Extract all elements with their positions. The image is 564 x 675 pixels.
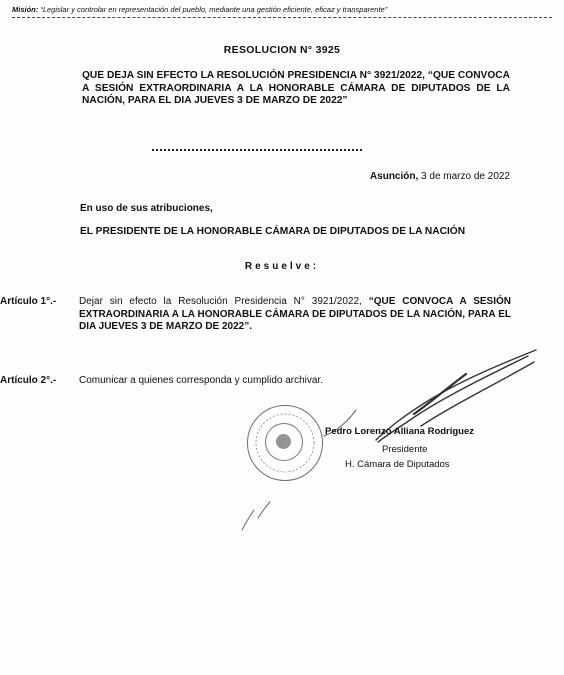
article-1-label: Artículo 1°.- [0, 296, 57, 307]
signatory-institution: H. Cámara de Diputados [345, 459, 450, 470]
date-line [370, 171, 510, 182]
article-2-label: Artículo 2°.- [0, 375, 57, 386]
resuelve-heading: Resuelve: [244, 261, 320, 272]
intro-text: En uso de sus atribuciones, [80, 203, 213, 214]
dotted-separator [152, 145, 362, 151]
date-value: 3 de marzo de 2022 [421, 171, 510, 182]
resolution-title: RESOLUCION N° 3925 [223, 44, 341, 56]
mission-statement [12, 5, 552, 18]
mission-label: Misión: [12, 5, 39, 14]
signatory-role: Presidente [382, 444, 428, 455]
article-2-body: Comunicar a quienes corresponda y cumplido archivar. [79, 375, 324, 386]
date-place: Asunción, [369, 171, 419, 182]
resolution-subject: QUE DEJA SIN EFECTO LA RESOLUCIÓN PRESIDENCIA N° 3921/2022, “QUE CONVOCA A SESIÓN EXTRAORDINARIA A LA HONORABLE CÁMARA DE DIPUTADOS DE LA NACIÓN, PARA EL DIA JUEVES 3 DE MARZO DE 2022” [82, 70, 510, 106]
mission-text: “Legislar y controlar en representación del pueblo, mediante una gestión eficiente, eficaz y transparente” [40, 5, 388, 14]
signatory-name: Pedro Lorenzo Alliana Rodriguez [325, 426, 475, 437]
article-1-body [79, 296, 511, 334]
president-line: EL PRESIDENTE DE LA HONORABLE CÁMARA DE DIPUTADOS DE LA NACIÓN [80, 226, 466, 237]
article-1-text: Dejar sin efecto la Resolución Presidencia N° 3921/2022, [79, 296, 362, 307]
article-1-bold-text: “QUE CONVOCA A SESIÓN EXTRAORDINARIA A LA HONORABLE CÁMARA DE DIPUTADOS DE LA NACIÓN, PARA EL DIA JUEVES 3 DE MARZO DE 2022”. [79, 296, 511, 332]
